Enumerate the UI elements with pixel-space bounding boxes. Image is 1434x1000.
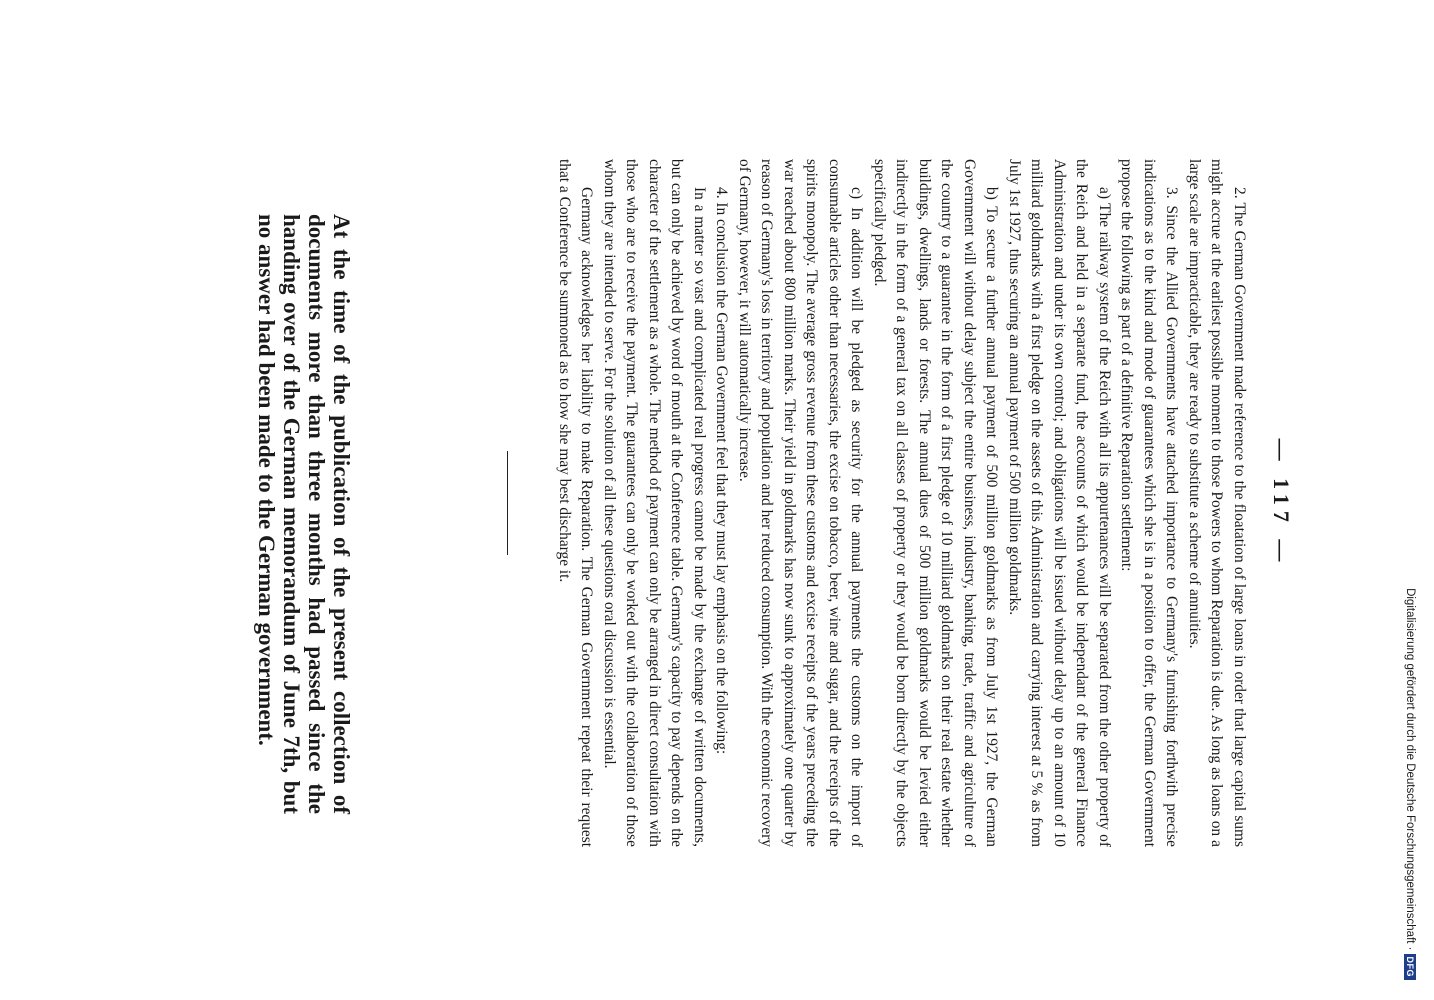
paragraph-4-conclusion: 4. In conclusion the German Government feel that they must lay emphasis on the following: xyxy=(713,187,731,755)
paragraph-liability: Germany acknowledges her liability to make Reparation. The German Government repeat their request that a Conference be summoned as to how she may best discharge it. xyxy=(556,159,596,847)
paragraph-2-loans: 2. The German Government made reference to the floatation of large loans in order that large capital sums might accrue at the earliest possible moment to those Powers to whom Reparation is due. As long as loans on a large scale are impracticable, they are ready to substitute a scheme of annuities. xyxy=(1186,159,1248,847)
paragraph-3c-customs: c) In addition will be pledged as security for the annual payments the customs on the import of consumable articles other than necessaries, the excise on tobacco, beer, wine and sugar, and the receipts of the spirits monopoly. The average gross revenue from these customs and excise receipts of the years preceding the war reached about 800 million marks. Their yield in goldmarks has now sunk to approximately one quarter by reason of Germany's loss in territory and population and her reduced consumption. With the economic recovery of Germany, however, it will automatically increase. xyxy=(736,159,866,847)
dfg-logo-icon: DFG xyxy=(1404,954,1416,981)
paragraph-3b-real-estate: b) To secure a further annual payment of 500 million goldmarks as from July 1st 1927, the German Government will without delay subject the entire business, industry, banking, trade, traffic and agriculture of the country to a guarantee in the form of a first pledge of 10 milliard goldmarks on their real estate whether buildings, dwellings, lands or forests. The annual dues of 500 million goldmarks would be levied either indirectly in the form of a general tax on all classes of property or they would be born directly by the objects specifically pledged. xyxy=(871,159,1001,847)
paragraph-3a-railway: a) The railway system of the Reich with all its appurtenances will be separated from the other property of the Reich and held in a separate fund, the accounts of which would be independant of the general Finance Administration and under its own control; and obligations will be issued without delay up to an amount of 10 milliard goldmarks with a first pledge on the assets of this Administration and carrying interest at 5 % as from July 1st 1927, thus securing an annual payment of 500 million goldmarks. xyxy=(1006,159,1113,847)
paragraph-conference: In a matter so vast and complicated real progress cannot be made by the exchange of written documents, but can only be achieved by word of mouth at the Conference table. Germany's capacity to pay depends on the character of the settlement as a whole. The method of payment can only be arranged in direct consultation with those who are to receive the payment. The guarantees can only be worked out with the collaboration of those whom they are intended to serve. For the solution of all these questions oral discussion is essential. xyxy=(601,159,708,847)
digitization-note-text: Digitalisierung gefördert durch die Deutsche Forschungsgemeinschaft · xyxy=(1404,588,1416,951)
page-number: — 117 — xyxy=(1269,438,1294,568)
page-content xyxy=(454,159,1295,847)
closing-statement: At the time of the publication of the present collection of documents more than three months had passed since the handing over of the German memorandum of June 7th, but no answer had been made to the German government. xyxy=(254,214,354,814)
paragraph-3-guarantees: 3. Since the Allied Governments have attached importance to Germany's furnishing forthwith precise indications as to the kind and mode of guarantees which she is in a position to offer, the German Government propose the following as part of a definitive Reparation settlement: xyxy=(1118,159,1181,847)
body-text xyxy=(553,159,1251,847)
section-divider xyxy=(508,451,509,555)
digitization-note xyxy=(1404,380,1416,980)
